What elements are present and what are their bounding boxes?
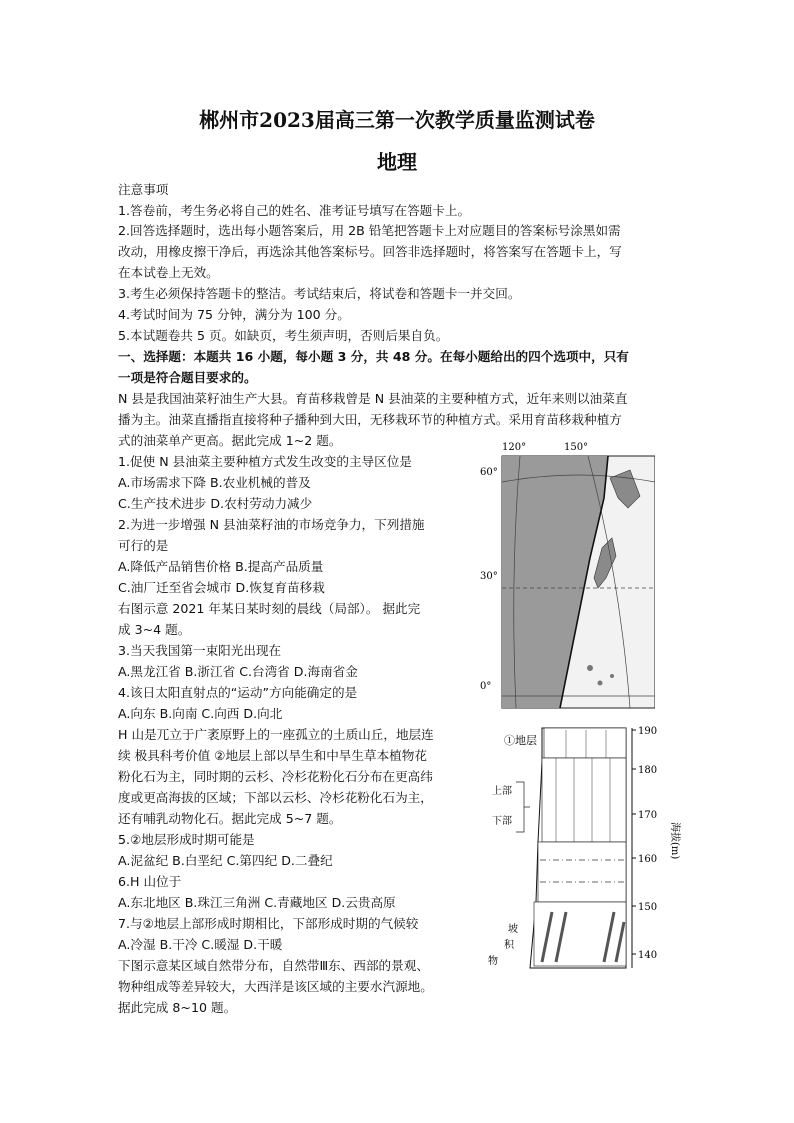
lon-label-150: 150°	[564, 442, 589, 453]
text-line: 可行的是	[118, 538, 169, 553]
island	[587, 665, 593, 671]
text-line: A.黑龙江省 B.浙江省 C.台湾省 D.海南省金	[118, 664, 358, 679]
upper-part-label: 上部	[492, 786, 512, 797]
text-line: 右图示意 2021 年某日某时刻的晨线（局部）。 据此完	[118, 601, 421, 616]
text-line: 3.当天我国第一束阳光出现在	[118, 643, 282, 658]
layer-3	[538, 842, 626, 902]
text-line: 4.考试时间为 75 分钟，满分为 100 分。	[118, 307, 350, 322]
text-line: N 县是我国油菜籽油生产大县。育苗移栽曾是 N 县油菜的主要种植方式，近年来则以油菜直	[118, 391, 628, 406]
lon-label-120: 120°	[502, 442, 527, 453]
text-line: 1.答卷前，考生务必将自己的姓名、准考证号填写在答题卡上。	[118, 203, 471, 218]
text-line: 1.促使 N 县油菜主要种植方式发生改变的主导区位是	[118, 454, 412, 469]
text-line: 续 极具科考价值 ②地层上部以旱生和中旱生草本植物花	[118, 748, 427, 763]
text-line: 下图示意某区域自然带分布，自然带Ⅲ东、西部的景观、	[118, 958, 429, 973]
tick-150: 150	[638, 902, 658, 913]
text-line: 改动，用橡皮擦干净后，再选涂其他答案标号。回答非选择题时，将答案写在答题卡上，写	[118, 244, 622, 259]
text-line: A.泥盆纪 B.白垩纪 C.第四纪 D.二叠纪	[118, 853, 333, 868]
tick-180: 180	[638, 765, 658, 776]
tick-140: 140	[638, 950, 658, 961]
tick-170: 170	[638, 810, 658, 821]
page-title: 郴州市2023届高三第一次教学质量监测试卷	[199, 108, 595, 132]
text-line: A.东北地区 B.珠江三角洲 C.青藏地区 D.云贵高原	[118, 895, 396, 910]
text-line: A.向东 B.向南 C.向西 D.向北	[118, 706, 283, 721]
lower-part-label: 下部	[492, 816, 512, 827]
text-line: 粉化石为主，同时期的云杉、冷杉花粉化石分布在更高纬	[118, 769, 433, 784]
text-line: 物种组成等差异较大，大西洋是该区域的主要水汽源地。	[118, 979, 433, 994]
text-line: 4.该日太阳直射点的“运动”方向能确定的是	[118, 685, 358, 700]
text-line: A.降低产品销售价格 B.提高产品质量	[118, 559, 324, 574]
island	[610, 674, 614, 678]
text-line: A.市场需求下降 B.农业机械的普及	[118, 475, 311, 490]
text-line: 式的油菜单产更高。据此完成 1~2 题。	[118, 433, 342, 448]
tick-190: 190	[638, 726, 658, 737]
dawn-line-map	[480, 438, 655, 710]
text-line: A.冷湿 B.干冷 C.暖湿 D.干暖	[118, 937, 283, 952]
text-line: 据此完成 8~10 题。	[118, 1000, 237, 1015]
text-line: 3.考生必须保持答题卡的整洁。考试结束后，将试卷和答题卡一并交回。	[118, 286, 521, 301]
text-line: 2.为进一步增强 N 县油菜籽油的市场竞争力，下列措施	[118, 517, 425, 532]
text-line: C.生产技术进步 D.农村劳动力减少	[118, 496, 313, 511]
text-line: 6.H 山位于	[118, 874, 182, 889]
text-line: 7.与②地层上部形成时期相比，下部形成时期的气候较	[118, 916, 419, 931]
text-line: 还有哺乳动物化石。据此完成 5~7 题。	[118, 811, 342, 826]
subject-title: 地理	[377, 150, 417, 174]
lat-label-60: 60°	[480, 467, 498, 478]
layer-2	[542, 758, 626, 842]
island	[598, 681, 603, 686]
lat-label-0: 0°	[480, 681, 492, 692]
text-line: 一项是符合题目要求的。	[118, 370, 257, 385]
text-line: 2.回答选择题时，选出每小题答案后，用 2B 铅笔把答题卡上对应题目的答案标号涂黑如需	[118, 223, 621, 238]
text-line: C.油厂迁至省会城市 D.恢复育苗移栽	[118, 580, 325, 595]
text-line: H 山是兀立于广袤原野上的一座孤立的土质山丘，地层连	[118, 727, 434, 742]
slope-label-2: 积	[504, 940, 514, 951]
slope-label-3: 物	[488, 956, 498, 967]
text-line: 5.②地层形成时期可能是	[118, 832, 255, 847]
text-line: 成 3~4 题。	[118, 622, 191, 637]
text-line: 播为主。油菜直播指直接将种子播种到大田，无移栽环节的种植方式。采用育苗移栽种植方	[118, 412, 622, 427]
text-line: 一、选择题：本题共 16 小题，每小题 3 分，共 48 分。在每小题给出的四个选项中，只有	[118, 349, 629, 364]
side-bracket	[516, 782, 530, 832]
text-line: 注意事项	[118, 182, 169, 197]
text-line: 在本试卷上无效。	[118, 265, 219, 280]
axis-ticks	[632, 726, 657, 961]
text-line: 度或更高海拔的区域；下部以云杉、冷杉花粉化石为主，	[118, 790, 433, 805]
axis-title: 海拔(m)	[669, 822, 680, 860]
strata-column	[486, 722, 686, 972]
layer-label-1: ①地层	[504, 734, 537, 747]
slope-label-1: 坡	[508, 924, 518, 935]
text-line: 5.本试题卷共 5 页。如缺页，考生须声明，否则后果自负。	[118, 328, 449, 343]
lat-label-30: 30°	[480, 571, 498, 582]
layer-1	[544, 728, 626, 758]
tick-160: 160	[638, 854, 658, 865]
